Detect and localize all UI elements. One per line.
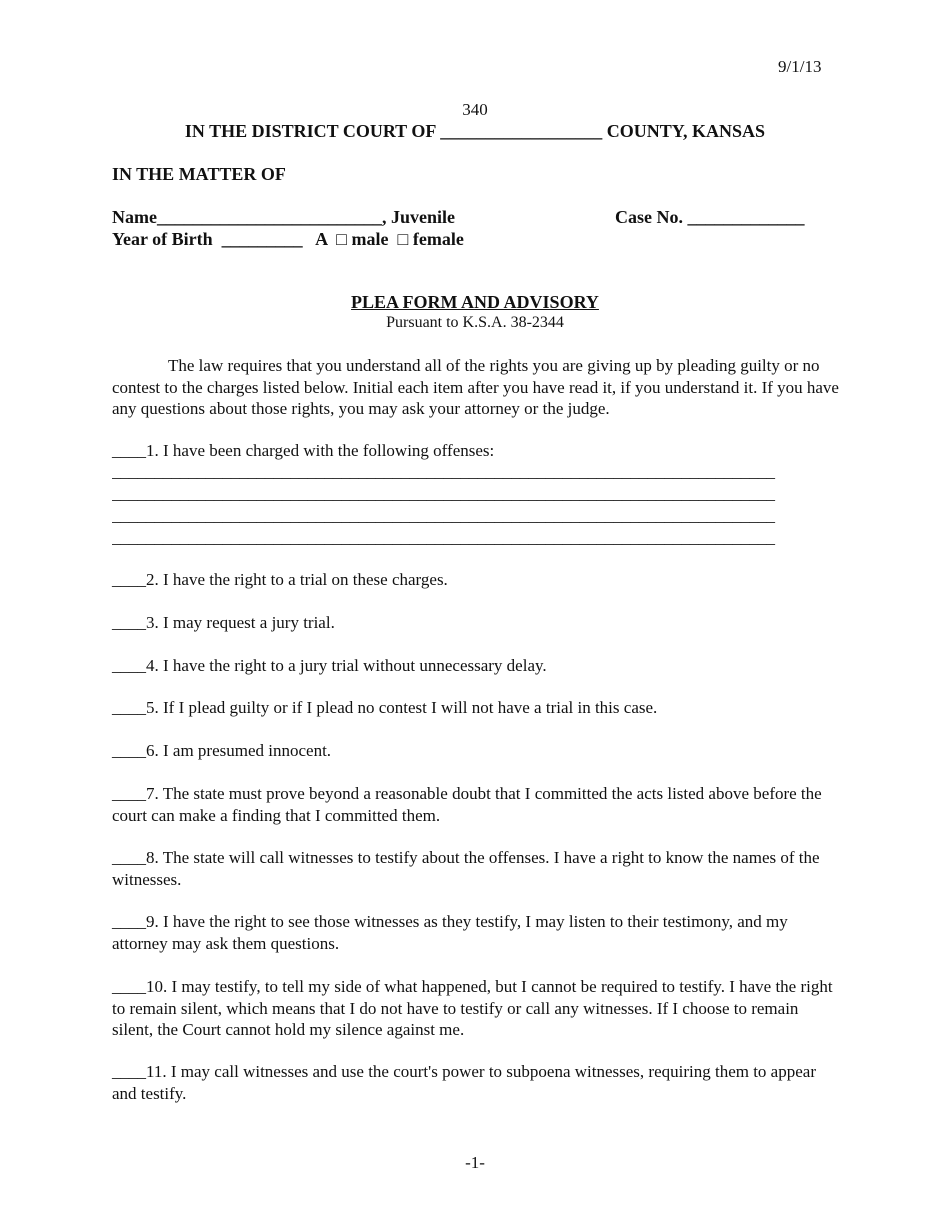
form-date: 9/1/13	[778, 57, 822, 76]
offense-line-3[interactable]: ______________________________________________________________________________	[112, 506, 775, 525]
offense-line-1[interactable]: ______________________________________________________________________________	[112, 462, 775, 481]
item-6: ____6. I am presumed innocent.	[112, 741, 332, 760]
case-number-field[interactable]: Case No. _____________	[615, 207, 805, 227]
form-number: 340	[462, 100, 488, 119]
item-2: ____2. I have the right to a trial on these charges.	[112, 570, 448, 589]
form-subtitle: Pursuant to K.S.A. 38-2344	[386, 314, 564, 331]
intro-paragraph: The law requires that you understand all of the rights you are giving up by pleading guilty or no contest to the charges listed below. Initial each item after you have read it, if you understand it. If you have any questions about those rights, you may ask your attorney or the judge.	[112, 356, 839, 418]
item-8: ____8. The state will call witnesses to testify about the offenses. I have a right to know the names of the witnesses.	[112, 848, 820, 889]
item-9: ____9. I have the right to see those witnesses as they testify, I may listen to their testimony, and my attorney may ask them questions.	[112, 912, 788, 953]
item-5: ____5. If I plead guilty or if I plead no contest I will not have a trial in this case.	[112, 698, 658, 717]
item-11: ____11. I may call witnesses and use the court's power to subpoena witnesses, requiring them to appear and testify.	[112, 1062, 816, 1103]
page-number: -1-	[465, 1153, 485, 1172]
item-1: ____1. I have been charged with the following offenses:	[112, 441, 495, 460]
court-heading: IN THE DISTRICT COURT OF __________________ COUNTY, KANSAS	[184, 121, 766, 141]
matter-heading: IN THE MATTER OF	[112, 164, 286, 184]
item-3: ____3. I may request a jury trial.	[112, 613, 335, 632]
offense-line-2[interactable]: ______________________________________________________________________________	[112, 484, 775, 503]
offense-line-4[interactable]: ______________________________________________________________________________	[112, 528, 775, 547]
item-7: ____7. The state must prove beyond a reasonable doubt that I committed the acts listed above before the court can make a finding that I committed them.	[112, 784, 822, 825]
year-of-birth-field[interactable]: Year of Birth _________ A □ male □ female	[112, 229, 464, 249]
item-10: ____10. I may testify, to tell my side of what happened, but I cannot be required to testify. I have the right to remain silent, which means that I do not have to testify or call any witnesses. If I choose to remain silent, the Court cannot hold my silence against me.	[112, 977, 833, 1039]
item-4: ____4. I have the right to a jury trial without unnecessary delay.	[112, 656, 547, 675]
juvenile-name-field[interactable]: Name_________________________, Juvenile	[112, 207, 455, 227]
form-title: PLEA FORM AND ADVISORY	[351, 292, 599, 312]
